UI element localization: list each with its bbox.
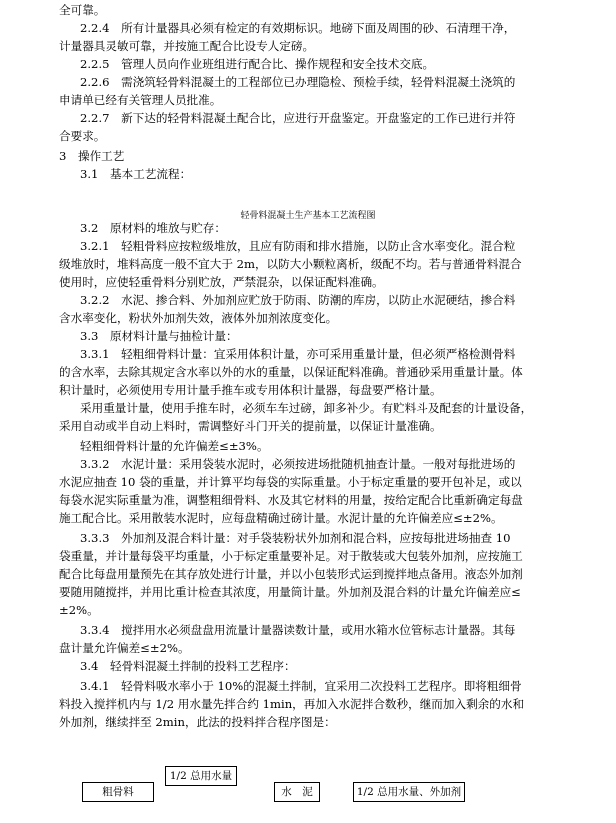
text-line: 采用重量计量，使用手推车时，必须车车过磅，卸多补少。有贮料斗及配套的计量设备，	[80, 401, 533, 415]
text-line: 2.2.5 管理人员向作业班组进行配合比、操作规程和安全技术交底。	[80, 57, 435, 71]
text-line: 计量器具灵敏可靠，并按施工配合比设专人定磅。	[59, 39, 315, 53]
text-line: 3.3.2 水泥计量：采用袋装水泥时，必须按进场批随机抽查计量。一般对每批进场的	[80, 457, 516, 471]
text-line: 的含水率，去除其规定含水率以外的水的重量，以保证配料准确。普通砂采用重量计量。体	[59, 365, 523, 379]
text-line: 3.3 原材料计量与抽检计量：	[80, 329, 238, 343]
text-line: 2.2.6 需浇筑轻骨料混凝土的工程部位已办理隐检、预检手续，轻骨料混凝土浇筑的	[80, 75, 516, 89]
text-line: 级堆放时，堆料高度一般不宜大于 2m，以防大小颗粒离析，级配不均。若与普通骨料混合	[59, 257, 522, 271]
text-line: 含水率变化，粉状外加剂失效，液体外加剂浓度变化。	[59, 311, 338, 325]
text-line: 水泥应抽查 10 袋的重量，并计算平均每袋的实际重量。小于标定重量的要开包补足，或以	[59, 475, 522, 489]
text-line: 3.2 原材料的堆放与贮存：	[80, 221, 226, 235]
text-line: 3.2.1 轻粗骨料应按粒级堆放，且应有防雨和排水措施，以防止含水率变化。混合粒	[80, 239, 516, 253]
text-line: 袋重量，并计量每袋平均重量，小于标定重量要补足。对于散装或大包装外加剂，应按施工	[59, 549, 523, 563]
text-line: 施工配合比。采用散装水泥时，应每盘精确过磅计量。水泥计量的允许偏差应≤±2%。	[59, 511, 503, 525]
text-line: 2.2.4 所有计量器具必须有检定的有效期标识。地磅下面及周围的砂、石清理干净，	[80, 21, 516, 35]
text-line: 盘计量允许偏差≤±2%。	[59, 641, 190, 655]
text-line: 料投入搅拌机内与 1/2 用水量先拌合约 1min，再加入水泥拌合数秒，继而加入剩余的水和	[59, 697, 525, 711]
box-half-water-additive: 1/2 总用水量、外加剂	[353, 782, 465, 802]
text-line: 3 操作工艺	[59, 149, 125, 163]
box-cement: 水 泥	[274, 782, 320, 802]
text-line: 轻粗细骨料计量的允许偏差≤±3%。	[80, 439, 269, 453]
text-line: 2.2.7 新下达的轻骨料混凝土配合比，应进行开盘鉴定。开盘鉴定的工作已进行并符	[80, 111, 516, 125]
text-line: 3.3.4 搅拌用水必须盘盘用流量计量器读数计量，或用水箱水位管标志计量器。其每	[80, 623, 516, 637]
text-line: 3.3.1 轻粗细骨料计量：宜采用体积计量，亦可采用重量计量，但必须严格检测骨料	[80, 347, 516, 361]
box-aggregate: 粗骨料	[82, 782, 154, 802]
text-line: 外加剂，继续拌至 2min，此法的投料拌合程序图是：	[59, 715, 336, 729]
flow-chart-caption: 轻骨料混凝土生产基本工艺流程图	[240, 211, 376, 221]
text-line: 配合比每盘用量预先在其存放处进行计量，并以小包装形式运到搅拌地点备用。液态外加剂	[59, 567, 523, 581]
text-line: ±2%。	[59, 603, 99, 617]
text-line: 3.3.3 外加剂及混合料计量：对手袋装粉状外加剂和混合料，应按每批进场抽查 10	[80, 531, 511, 545]
text-line: 3.4 轻骨料混凝土拌制的投料工艺程序：	[80, 659, 296, 673]
text-line: 每袋水泥实际重量为准，调整粗细骨料、水及其它材料的用量，按给定配合比重新确定每盘	[59, 493, 523, 507]
text-line: 3.4.1 轻骨料吸水率小于 10%的混凝土拌制，宜采用二次投料工艺程序。即将粗细骨	[80, 679, 522, 693]
text-line: 合要求。	[59, 129, 106, 143]
text-line: 3.1 基本工艺流程：	[80, 167, 192, 181]
text-line: 申请单已经有关管理人员批准。	[59, 93, 222, 107]
text-line: 全可靠。	[59, 3, 106, 17]
text-line: 采用自动或半自动上料时，需调整好斗门开关的提前量，以保证计量准确。	[59, 419, 442, 433]
text-line: 要随用随搅拌，并用比重计检查其浓度，用量筒计量。外加剂及混合料的计量允许偏差应≤	[59, 585, 521, 599]
text-line: 使用时，应使轻重骨料分别贮放，严禁混杂，以保证配料准确。	[59, 275, 384, 289]
box-half-water: 1/2 总用水量	[165, 766, 237, 786]
text-line: 积计量时，必须使用专用计量手推车或专用体积计量器，每盘要严格计量。	[59, 383, 442, 397]
text-line: 3.2.2 水泥、掺合料、外加剂应贮放于防雨、防潮的库房，以防止水泥硬结，掺合料	[80, 293, 516, 307]
